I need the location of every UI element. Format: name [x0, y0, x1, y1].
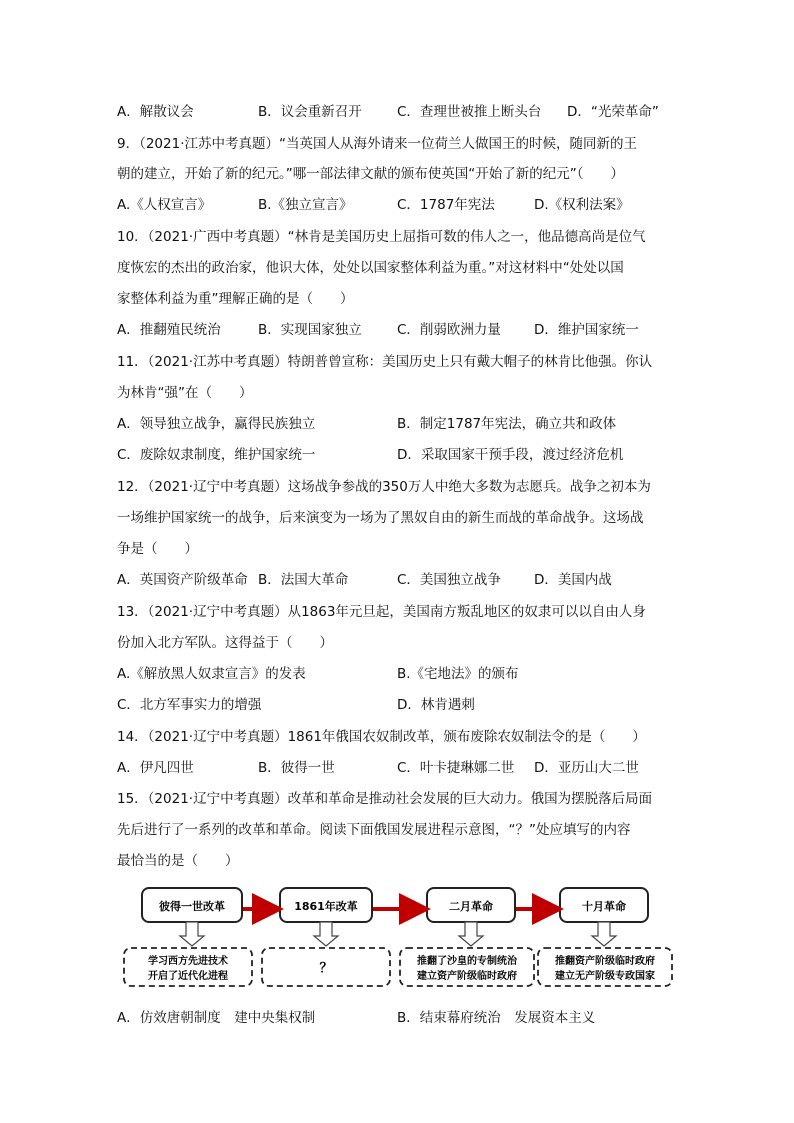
q13-option-c[interactable]: C．北方军事实力的增强	[117, 697, 262, 713]
q11-stem-line1: 11．（2021·江苏中考真题）特朗普曾宣称：美国历史上只有戴大帽子的林肯比他强。你认	[117, 354, 653, 370]
q11-option-c[interactable]: C．废除奴隶制度，维护国家统一	[117, 447, 316, 463]
stage-box-4	[560, 888, 648, 922]
stage-box-2	[280, 888, 372, 922]
q9-stem-line2: 朝的建立，开始了新的纪元。”哪一部法律文献的颁布使英国“开始了新的纪元”（ ）	[117, 166, 624, 182]
q10-option-a[interactable]: A．推翻殖民统治	[117, 322, 221, 338]
q13-option-d[interactable]: D．林肯遇刺	[397, 697, 475, 713]
q9-option-c[interactable]: C．1787年宪法	[397, 197, 495, 213]
note-1-line2: 开启了近代化进程	[148, 971, 228, 982]
q9-stem-line1: 9．（2021·江苏中考真题）“当英国人从海外请来一位荷兰人做国王的时候，随同新的王	[117, 136, 637, 152]
q15-option-b[interactable]: B．结束幕府统治 发展资本主义	[397, 1010, 596, 1026]
q8-option-b[interactable]: B．议会重新召开	[258, 104, 362, 120]
note-box-1	[124, 948, 252, 986]
stage-label-1: 彼得一世改革	[159, 900, 225, 913]
q15-stem-line1: 15．（2021·辽宁中考真题）改革和革命是推动社会发展的巨大动力。俄国为摆脱落后局面	[117, 791, 653, 807]
down-arrow-2	[314, 922, 338, 946]
q10-option-c[interactable]: C．削弱欧洲力量	[397, 322, 501, 338]
q12-stem-line2: 一场维护国家统一的战争，后来演变为一场为了黑奴自由的新生而战的革命战争。这场战	[117, 510, 644, 526]
note-box-2	[262, 948, 390, 986]
down-arrow-3	[459, 922, 483, 946]
note-box-4	[538, 948, 672, 986]
q12-option-a[interactable]: A．英国资产阶级革命	[117, 572, 248, 588]
q15-stem-line2: 先后进行了一系列的改革和革命。阅读下面俄国发展进程示意图，“？”处应填写的内容	[117, 822, 631, 838]
q9-option-a[interactable]: A.《人权宣言》	[117, 197, 212, 213]
q14-stem-line1: 14．（2021·辽宁中考真题）1861年俄国农奴制改革，颁布废除农奴制法令的是（ ）	[117, 729, 646, 745]
q13-option-b[interactable]: B.《宅地法》的颁布	[397, 666, 519, 682]
note-box-3	[400, 948, 534, 986]
note-3-line2: 建立资产阶级临时政府	[417, 971, 517, 982]
q12-option-b[interactable]: B．法国大革命	[258, 572, 349, 588]
q13-stem-line2: 份加入北方军队。这得益于（ ）	[117, 635, 333, 651]
note-3-line1: 推翻了沙皇的专制统治	[417, 956, 517, 967]
q10-option-d[interactable]: D．维护国家统一	[534, 322, 639, 338]
q12-stem-line3: 争是（ ）	[117, 541, 198, 557]
q8-option-d[interactable]: D．“光荣革命”	[567, 104, 659, 120]
q11-option-a[interactable]: A．领导独立战争，赢得民族独立	[117, 416, 316, 432]
note-2-question-mark: ？	[319, 961, 333, 976]
q15-option-a[interactable]: A．仿效唐朝制度 建中央集权制	[117, 1010, 316, 1026]
q14-option-c[interactable]: C．叶卡捷琳娜二世	[397, 760, 515, 776]
q15-stem-line3: 最恰当的是（ ）	[117, 853, 239, 869]
q13-stem-line1: 13．（2021·辽宁中考真题）从1863年元旦起，美国南方叛乱地区的奴隶可以以自由人身	[117, 604, 646, 620]
stage-box-3	[427, 888, 515, 922]
q14-option-a[interactable]: A．伊凡四世	[117, 760, 194, 776]
q10-stem-line1: 10．（2021·广西中考真题）“林肯是美国历史上屈指可数的伟人之一，他品德高尚是位气	[117, 229, 646, 245]
q9-option-d[interactable]: D.《权利法案》	[534, 197, 630, 213]
q8-option-c[interactable]: C．查理世被推上断头台	[397, 104, 542, 120]
note-4-line1: 推翻资产阶级临时政府	[555, 956, 655, 967]
q10-stem-line2: 度恢宏的杰出的政治家，他识大体，处处以国家整体利益为重。”对这材料中“处处以国	[117, 260, 624, 276]
q11-stem-line2: 为林肯“强”在（ ）	[117, 385, 253, 401]
q13-option-a[interactable]: A.《解放黑人奴隶宣言》的发表	[117, 666, 306, 682]
stage-label-2: 1861年改革	[294, 900, 358, 913]
russia-development-diagram	[118, 880, 678, 992]
q11-option-d[interactable]: D．采取国家干预手段，渡过经济危机	[397, 447, 624, 463]
note-1-line1: 学习西方先进技术	[148, 956, 228, 967]
q10-option-b[interactable]: B．实现国家独立	[258, 322, 362, 338]
stage-label-4: 十月革命	[582, 900, 626, 913]
q8-option-a[interactable]: A．解散议会	[117, 104, 194, 120]
stage-box-1	[142, 888, 242, 922]
q14-option-b[interactable]: B．彼得一世	[258, 760, 335, 776]
q12-stem-line1: 12．（2021·辽宁中考真题）这场战争参战的350万人中绝大多数为志愿兵。战争之初本为	[117, 479, 651, 495]
q12-option-d[interactable]: D．美国内战	[534, 572, 612, 588]
q9-option-b[interactable]: B.《独立宣言》	[258, 197, 353, 213]
down-arrow-1	[180, 922, 204, 946]
q12-option-c[interactable]: C．美国独立战争	[397, 572, 501, 588]
note-4-line2: 建立无产阶级专政国家	[555, 971, 655, 982]
down-arrow-4	[592, 922, 616, 946]
q14-option-d[interactable]: D．亚历山大二世	[534, 760, 639, 776]
q11-option-b[interactable]: B．制定1787年宪法，确立共和政体	[397, 416, 617, 432]
q10-stem-line3: 家整体利益为重”理解正确的是（ ）	[117, 291, 354, 307]
stage-label-3: 二月革命	[449, 900, 493, 913]
